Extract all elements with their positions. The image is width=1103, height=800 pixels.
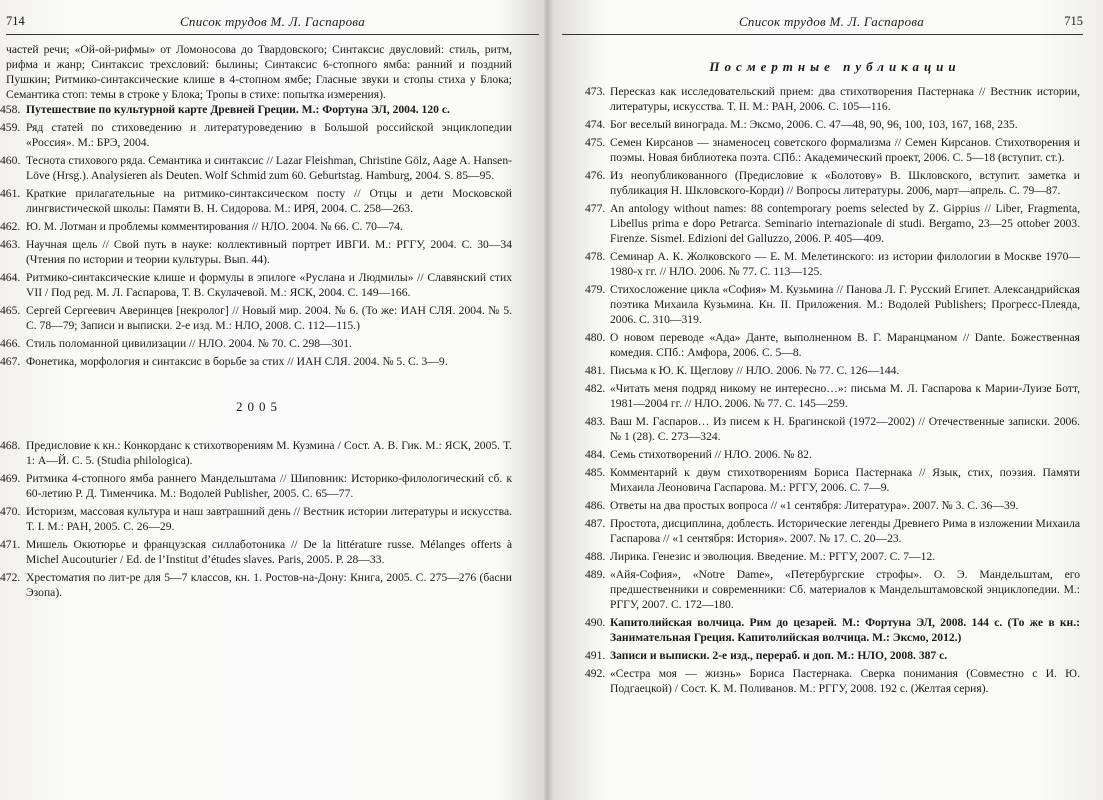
entry-number: 482. [585, 382, 606, 395]
bibliography-entry [585, 381, 1080, 411]
bibliography-entry [0, 102, 512, 117]
entry-text: Простота, дисциплина, доблесть. Исторические легенды Древнего Рима в изложении Михаила Гаспарова // «1 сентября: История». 2007. № 17. С. 20—23. [610, 517, 1080, 545]
entry-number: 462. [0, 220, 21, 233]
right-page [560, 0, 1103, 800]
entry-text: Теснота стихового ряда. Семантика и синтаксис // Lazar Fleishman, Christine Gölz, Aage A. Hansen-Löve (Hrsg.). Analysieren als Deuten. Wolf Schmid zum 60. Geburtstag. Hamburg, 2004. S. 85—95. [26, 154, 512, 182]
bibliography-entry [0, 537, 512, 567]
right-entries [585, 84, 1080, 696]
entry-text: Сергей Сергеевич Аверинцев [некролог] // Новый мир. 2004. № 6. (То же: ИАН СЛЯ. 2004. № 5. С. 78—79; Записи и выписки. 2-е изд. М.: НЛО, 2008. С. 112—115.) [26, 304, 512, 332]
entry-number: 484. [585, 448, 606, 461]
right-head-rule [562, 34, 1083, 35]
bibliography-entry [0, 219, 512, 234]
entry-text: Хрестоматия по лит-ре для 5—7 классов, кн. 1. Ростов-на-Дону: Книга, 2005. С. 275—276 (басни Эзопа). [26, 571, 512, 599]
entry-number: 487. [585, 517, 606, 530]
entry-text: Капитолийская волчица. Рим до цезарей. М.: Фортуна ЭЛ, 2008. 144 с. (То же в кн.: Занимательная Греция. Капитолийская волчица. М.: Эксмо, 2012.) [610, 616, 1080, 644]
entry-text: Семен Кирсанов — знаменосец советского формализма // Семен Кирсанов. Стихотворения и поэмы. Новая библиотека поэта. СПб.: Академический проект, 2006. С. 5—18 (вступит. ст.). [610, 136, 1080, 164]
entry-number: 480. [585, 331, 606, 344]
entry-number: 476. [585, 169, 606, 182]
left-page-body [0, 42, 512, 603]
entry-text: Семь стихотворений // НЛО. 2006. № 82. [610, 448, 812, 461]
right-page-number: 715 [1064, 14, 1083, 28]
entry-number: 466. [0, 337, 21, 350]
entry-number: 463. [0, 238, 21, 251]
bibliography-entry [585, 282, 1080, 327]
bibliography-entry [585, 666, 1080, 696]
entry-number: 473. [585, 85, 606, 98]
entry-text: Письма к Ю. К. Щеглову // НЛО. 2006. № 77. С. 126—144. [610, 364, 900, 377]
bibliography-entry [0, 354, 512, 369]
entry-number: 468. [0, 439, 21, 452]
bibliography-entry [585, 84, 1080, 114]
entry-text: Ю. М. Лотман и проблемы комментирования // НЛО. 2004. № 66. С. 70—74. [26, 220, 403, 233]
entry-number: 483. [585, 415, 606, 428]
entry-number: 472. [0, 571, 21, 584]
section-heading: Посмертные публикации [709, 59, 961, 74]
bibliography-entry [0, 153, 512, 183]
bibliography-entry [585, 465, 1080, 495]
bibliography-entry [585, 249, 1080, 279]
bibliography-entry [0, 270, 512, 300]
entry-text: Путешествие по культурной карте Древней Греции. М.: Фортуна ЭЛ, 2004. 120 с. [26, 103, 450, 116]
entry-number: 481. [585, 364, 606, 377]
bibliography-entry [0, 336, 512, 351]
left-entries-2005 [0, 438, 512, 600]
entry-text: Мишель Окютюрье и французская силлаботоника // De la littérature russe. Mélanges offerts à Michel Aucouturier / Ed. de l’Institut d’études slaves. Paris, 2005. P. 28—33. [26, 538, 512, 566]
year-heading: 2005 [236, 399, 282, 414]
entry-text: Бог веселый винограда. М.: Эксмо, 2006. С. 47—48, 90, 96, 100, 103, 167, 168, 235. [610, 118, 1018, 131]
bibliography-entry [0, 570, 512, 600]
bibliography-entry [585, 135, 1080, 165]
bibliography-entry [585, 549, 1080, 564]
bibliography-entry [585, 201, 1080, 246]
bibliography-entry [585, 447, 1080, 462]
entry-text: Фонетика, морфология и синтаксис в борьбе за стих // ИАН СЛЯ. 2004. № 5. С. 3—9. [26, 355, 448, 368]
entry-number: 485. [585, 466, 606, 479]
right-running-head [560, 14, 1103, 32]
bibliography-entry [585, 615, 1080, 645]
bibliography-entry [0, 120, 512, 150]
bibliography-entry [585, 363, 1080, 378]
entry-text: Предисловие к кн.: Конкорданс к стихотворениям М. Кузмина / Сост. А. В. Гик. М.: ЯСК, 2005. Т. 1: А—Й. С. 5. (Studia philologica). [26, 439, 512, 467]
bibliography-entry [585, 648, 1080, 663]
left-running-head [0, 14, 545, 32]
entry-text: An antology without names: 88 contemporary poems selected by Z. Gippius // Liber, Fragmenta, Libellus prima e dopo Petrarca. Seminario internazionale di studi. Bergamo, 23—25 ottober 2003. Firenze. Sismel. Edizioni del Galluzzo, 2006. P. 405—409. [610, 202, 1080, 245]
entry-text: Пересказ как исследовательский прием: два стихотворения Пастернака // Вестник истории, литературы, искусства. Т. II. М.: РАН, 2006. С. 105—116. [610, 85, 1080, 113]
entry-number: 467. [0, 355, 21, 368]
entry-number: 464. [0, 271, 21, 284]
bibliography-entry [0, 186, 512, 216]
bibliography-entry [585, 414, 1080, 444]
bibliography-entry [585, 498, 1080, 513]
entry-number: 474. [585, 118, 606, 131]
entry-text: Лирика. Генезис и эволюция. Введение. М.: РГГУ, 2007. С. 7—12. [610, 550, 936, 563]
left-page [0, 0, 545, 800]
entry-text: Ритмика 4-стопного ямба раннего Мандельштама // Шиповник: Историко-филологический сб. к 60-летию Р. Д. Тименчика. М.: Водолей Publisher, 2005. С. 65—77. [26, 472, 512, 500]
entry-text: Комментарий к двум стихотворениям Бориса Пастернака // Язык, стих, поэзия. Памяти Михаила Леоновича Гаспарова. М.: РГГУ, 2006. С. 7—9. [610, 466, 1080, 494]
entry-number: 490. [585, 616, 606, 629]
entry-text: Ответы на два простых вопроса // «1 сентября: Литература». 2007. № 3. С. 36—39. [610, 499, 1019, 512]
entry-number: 471. [0, 538, 21, 551]
entry-text: Записи и выписки. 2-е изд., перераб. и доп. М.: НЛО, 2008. 387 с. [610, 649, 948, 662]
right-running-title: Список трудов М. Л. Гаспарова [738, 14, 925, 29]
entry-number: 486. [585, 499, 606, 512]
entry-number: 458. [0, 103, 21, 116]
continuation-paragraph: частей речи; «Ой-ой-рифмы» от Ломоносова до Твардовского; Синтаксис двусловий: стиль, ритм, рифма и жанр; Синтаксис трехсловий: былины; Синтаксис 6-стопного ямба: ранний и поздний Пушкин; Ритмико-синтаксические клише в 4-стопном ямбе; Гласные звуки и стопы стиха у Блока; Семантика стоп: темы в строке у Блока; Тропы в стихе: попытка измерения). [6, 43, 512, 101]
bibliography-entry [0, 504, 512, 534]
entry-number: 488. [585, 550, 606, 563]
bibliography-entry [0, 438, 512, 468]
entry-text: «Читать меня подряд никому не интересно…»: письма М. Л. Гаспарова к Марии-Луизе Ботт, 1981—2004 гг. // НЛО. 2006. № 77. С. 145—259. [610, 382, 1080, 410]
entry-text: Семинар А. К. Жолковского — Е. М. Мелетинского: из истории филологии в Москве 1970—1980-х гг. // НЛО. 2006. № 77. С. 113—125. [610, 250, 1080, 278]
entry-number: 479. [585, 283, 606, 296]
entry-text: О новом переводе «Ада» Данте, выполненном В. Г. Маранцманом // Dante. Божественная комедия. СПб.: Амфора, 2006. С. 5—8. [610, 331, 1080, 359]
right-page-body [585, 55, 1080, 699]
bibliography-entry [585, 168, 1080, 198]
bibliography-entry [0, 237, 512, 267]
bibliography-entry [585, 516, 1080, 546]
entry-text: Краткие прилагательные на ритмико-синтаксическом посту // Отцы и дети Московской лингвистической школы: Памяти В. Н. Сидорова. М.: ИРЯ, 2004. С. 258—263. [26, 187, 512, 215]
left-page-number: 714 [6, 14, 25, 28]
entry-number: 477. [585, 202, 606, 215]
entry-number: 469. [0, 472, 21, 485]
entry-number: 478. [585, 250, 606, 263]
entry-text: Ваш М. Гаспаров… Из писем к Н. Брагинской (1972—2002) // Отечественные записки. 2006. № 1 (28). С. 273—324. [610, 415, 1080, 443]
entry-text: «Айя-София», «Notre Dame», «Петербургские строфы». О. Э. Мандельштам, его предшественники и современники: Сб. материалов к Мандельштамовской энциклопедии. М.: РГГУ, 2007. С. 172—180. [610, 568, 1080, 611]
entry-number: 492. [585, 667, 606, 680]
bibliography-entry [585, 567, 1080, 612]
bibliography-entry [585, 117, 1080, 132]
bibliography-entry [0, 471, 512, 501]
entry-number: 460. [0, 154, 21, 167]
entry-number: 465. [0, 304, 21, 317]
entry-number: 470. [0, 505, 21, 518]
entry-text: «Сестра моя — жизнь» Бориса Пастернака. Сверка понимания (Совместно с И. Ю. Подгаецкой) / Сост. К. М. Поливанов. М.: РГГУ, 2008. 192 с. (Желтая серия). [610, 667, 1080, 695]
entry-text: Научная щель // Свой путь в науке: коллективный портрет ИВГИ. М.: РГГУ, 2004. С. 30—34 (Чтения по истории и теории культуры. Вып. 44). [26, 238, 512, 266]
entry-text: Ритмико-синтаксические клише и формулы в эпилоге «Руслана и Людмилы» // Славянский стих VII / Под ред. М. Л. Гаспарова, Т. В. Скулачевой. М.: ЯСК, 2004. С. 149—166. [26, 271, 512, 299]
entry-number: 491. [585, 649, 606, 662]
entry-text: Стиль поломанной цивилизации // НЛО. 2004. № 70. С. 298—301. [26, 337, 352, 350]
entry-number: 461. [0, 187, 21, 200]
left-entries-2004 [0, 102, 512, 369]
entry-number: 489. [585, 568, 606, 581]
entry-text: Стихосложение цикла «София» М. Кузьмина // Панова Л. Г. Русский Египет. Александрийская поэтика Михаила Кузьмина. Кн. II. Приложения. М.: Водолей Publishers; Прогресс-Плеяда, 2006. С. 310—319. [610, 283, 1080, 326]
left-running-title: Список трудов М. Л. Гаспарова [179, 14, 366, 29]
entry-text: Из неопубликованного (Предисловие к «Болотову» В. Шкловского, вступит. заметка и публикация Н. Шкловского-Корди) // Вопросы литературы. 2006, март—апрель. С. 79—87. [610, 169, 1080, 197]
bibliography-entry [0, 303, 512, 333]
entry-number: 459. [0, 121, 21, 134]
entry-text: Историзм, массовая культура и наш завтрашний день // Вестник истории литературы и искусства. Т. I. М.: РАН, 2005. С. 26—29. [26, 505, 512, 533]
entry-text: Ряд статей по стиховедению и литературоведению в Большой российской энциклопедии «Россия». М.: БРЭ, 2004. [26, 121, 512, 149]
entry-number: 475. [585, 136, 606, 149]
bibliography-entry [585, 330, 1080, 360]
left-head-rule [6, 34, 539, 35]
